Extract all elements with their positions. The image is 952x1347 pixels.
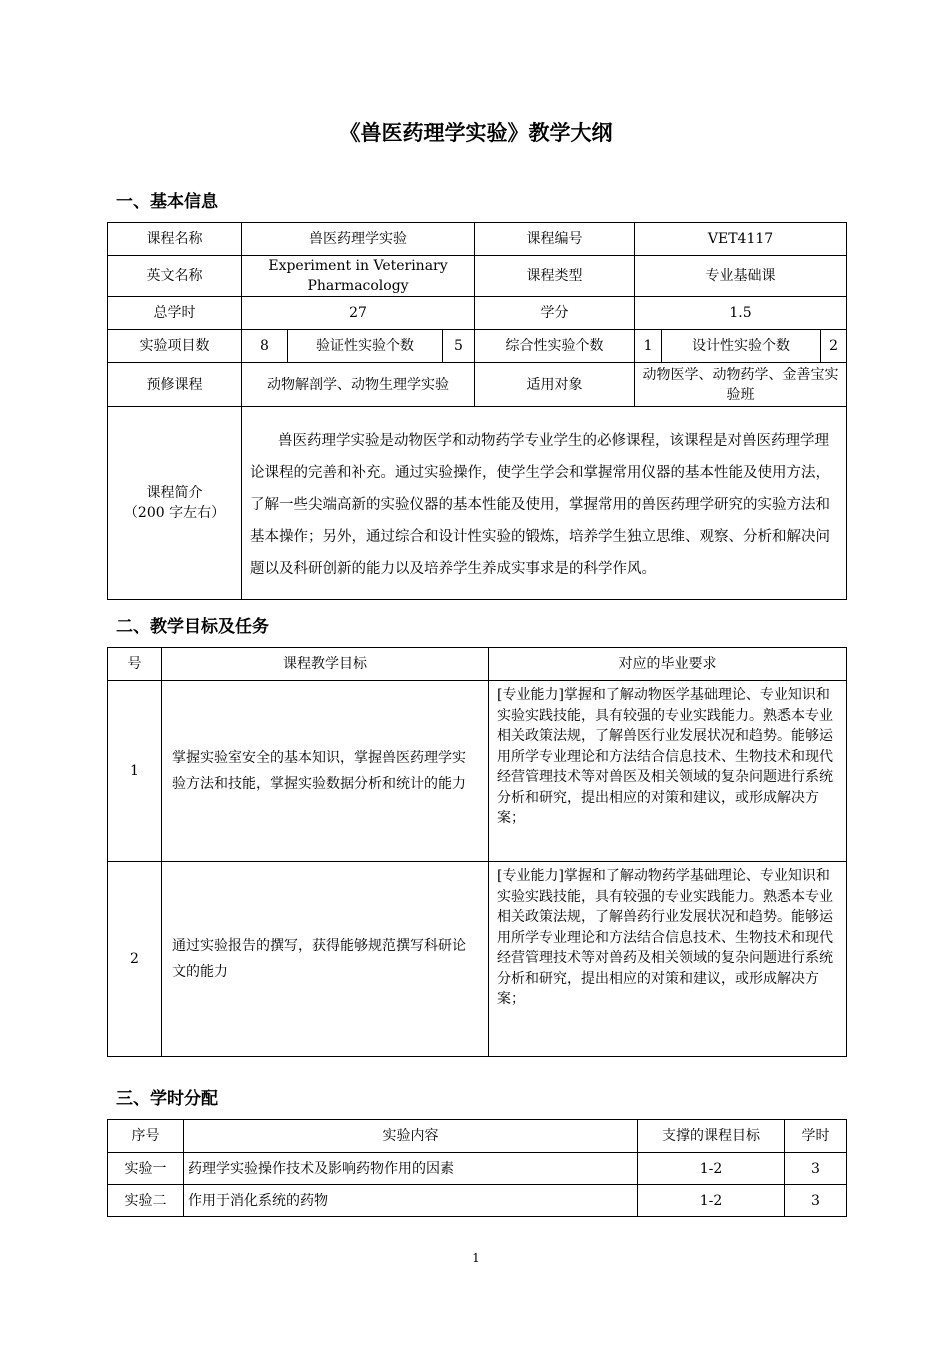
basic-info-table: [107, 222, 847, 600]
hours-header-target: 支撑的课程目标: [638, 1120, 785, 1153]
table-row: [108, 1153, 847, 1185]
goals-header-num: 号: [108, 648, 162, 681]
intro-label-cell: [108, 407, 242, 600]
hours-header-num: 序号: [108, 1120, 184, 1153]
design-label: 设计性实验个数: [662, 330, 821, 363]
experiment-hours: 3: [785, 1153, 847, 1185]
goal-text: 通过实验报告的撰写，获得能够规范撰写科研论文的能力: [162, 862, 489, 1057]
exp-count-label: 实验项目数: [108, 330, 242, 363]
goal-row-num: 2: [108, 862, 162, 1057]
total-hours-label: 总学时: [108, 297, 242, 330]
page-number: 1: [472, 1251, 480, 1265]
course-type: 专业基础课: [635, 256, 847, 297]
hours-header-hours: 学时: [785, 1120, 847, 1153]
experiment-content: 作用于消化系统的药物: [184, 1185, 638, 1217]
audience: 动物医学、动物药学、金善宝实验班: [635, 363, 847, 407]
goal-row-num: 1: [108, 681, 162, 862]
goals-table: [107, 647, 847, 1057]
verify-count: 5: [443, 330, 475, 363]
prereq: 动物解剖学、动物生理学实验: [242, 363, 475, 407]
intro-label-note: （200 字左右）: [123, 505, 226, 521]
comprehensive-label: 综合性实验个数: [475, 330, 635, 363]
course-code: VET4117: [635, 223, 847, 256]
verify-label: 验证性实验个数: [288, 330, 443, 363]
design-count: 2: [821, 330, 847, 363]
hours-header-content: 实验内容: [184, 1120, 638, 1153]
intro-label: 课程简介: [146, 485, 203, 501]
experiment-target: 1-2: [638, 1185, 785, 1217]
course-name-label: 课程名称: [108, 223, 242, 256]
section-heading-hours: 三、学时分配: [116, 1089, 218, 1109]
audience-label: 适用对象: [475, 363, 635, 407]
english-name-label: 英文名称: [108, 256, 242, 297]
goals-header-req: 对应的毕业要求: [489, 648, 847, 681]
prereq-label: 预修课程: [108, 363, 242, 407]
experiment-content: 药理学实验操作技术及影响药物作用的因素: [184, 1153, 638, 1185]
page-title: 《兽医药理学实验》教学大纲: [339, 121, 613, 145]
experiment-hours: 3: [785, 1185, 847, 1217]
credits-label: 学分: [475, 297, 635, 330]
goal-requirement: [专业能力]掌握和了解动物药学基础理论、专业知识和实验实践技能，具有较强的专业实践能力。熟悉本专业相关政策法规，了解兽药行业发展状况和趋势。能够运用所学专业理论和方法结合信息技术、生物技术和现代经营管理技术等对兽药及相关领域的复杂问题进行系统分析和研究，提出相应的对策和建议，或形成解决方案；: [489, 862, 847, 1057]
course-type-label: 课程类型: [475, 256, 635, 297]
goal-requirement: [专业能力]掌握和了解动物医学基础理论、专业知识和实验实践技能，具有较强的专业实践能力。熟悉本专业相关政策法规，了解兽医行业发展状况和趋势。能够运用所学专业理论和方法结合信息技术、生物技术和现代经营管理技术等对兽医及相关领域的复杂问题进行系统分析和研究，提出相应的对策和建议，或形成解决方案；: [489, 681, 847, 862]
course-name: 兽医药理学实验: [242, 223, 475, 256]
exp-count: 8: [242, 330, 288, 363]
goal-text: 掌握实验室安全的基本知识，掌握兽医药理学实验方法和技能，掌握实验数据分析和统计的能力: [162, 681, 489, 862]
course-code-label: 课程编号: [475, 223, 635, 256]
table-row: [108, 1185, 847, 1217]
experiment-num: 实验二: [108, 1185, 184, 1217]
experiment-target: 1-2: [638, 1153, 785, 1185]
hours-table: [107, 1119, 847, 1217]
total-hours: 27: [242, 297, 475, 330]
comprehensive-count: 1: [635, 330, 662, 363]
section-heading-basic-info: 一、基本信息: [116, 192, 218, 212]
experiment-num: 实验一: [108, 1153, 184, 1185]
section-heading-goals: 二、教学目标及任务: [116, 617, 269, 637]
course-intro: 兽医药理学实验是动物医学和动物药学专业学生的必修课程，该课程是对兽医药理学理论课程的完善和补充。通过实验操作，使学生学会和掌握常用仪器的基本性能及使用方法，了解一些尖端高新的实验仪器的基本性能及使用，掌握常用的兽医药理学研究的实验方法和基本操作；另外，通过综合和设计性实验的锻炼，培养学生独立思维、观察、分析和解决问题以及科研创新的能力以及培养学生养成实事求是的科学作风。: [242, 407, 847, 600]
english-name: Experiment in Veterinary Pharmacology: [242, 256, 475, 297]
credits: 1.5: [635, 297, 847, 330]
goals-header-goal: 课程教学目标: [162, 648, 489, 681]
